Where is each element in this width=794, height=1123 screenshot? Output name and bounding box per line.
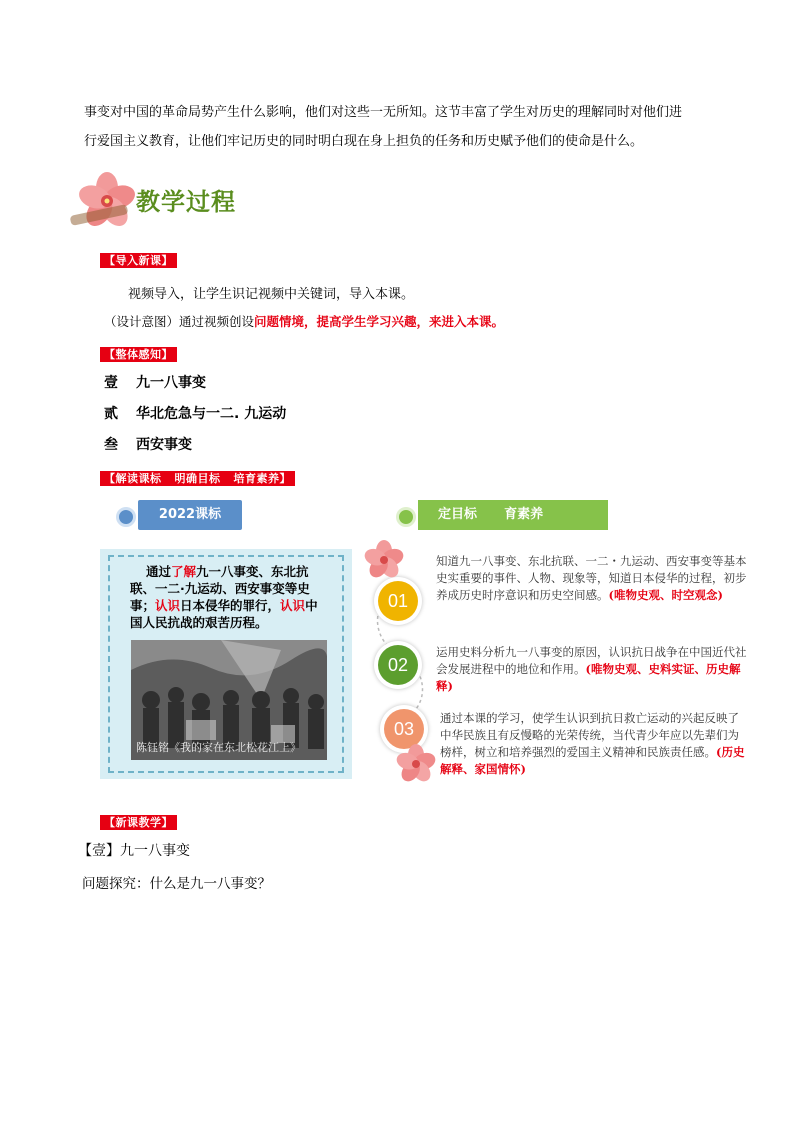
goal-number-2: 02	[378, 645, 418, 685]
goal-text: 通过本课的学习，使学生认识到抗日救亡运动的兴起反映了中华民族且有反慢略的光荣传统，当代青少年应以先辈们为榜样，树立和培养强烈的爱国主义精神和民族责任感。	[440, 711, 739, 759]
design-intent-prefix: （设计意图）通过视频创设	[104, 314, 255, 329]
overview-item-num: 贰	[104, 406, 118, 422]
goal-number-1: 01	[378, 581, 418, 621]
flower-icon	[362, 538, 406, 582]
standards-text-part: 九一八事变、东北抗联、一二·九运动、西安事变等史事；	[130, 564, 310, 613]
tag-overview	[100, 343, 177, 362]
tag-overview-label: 【整体感知】	[100, 347, 177, 362]
overview-item-num: 叁	[104, 437, 118, 453]
standards-text-part: 中国人民抗战的艰苦历程。	[130, 598, 318, 630]
intro-line-2: 行爱国主义教育，让他们牢记历史的同时明白现在身上担负的任务和历史赋予他们的使命是什么。	[84, 134, 644, 149]
pill-dot-icon	[116, 507, 136, 527]
design-intent-highlight: 问题情境，提高学生学习兴趣，来进入本课。	[254, 314, 505, 329]
goal-keywords: (历史解释、家国情怀)	[440, 745, 745, 776]
goal-text-1	[436, 553, 748, 604]
tag-new-lesson-label: 【新课教学】	[100, 815, 177, 830]
overview-item	[104, 372, 206, 392]
overview-item-text: 华北危急与一二. 九运动	[136, 406, 287, 422]
overview-item-num: 壹	[104, 375, 118, 391]
tag-standards-label: 【解读课标 明确目标 培育素养】	[100, 471, 295, 486]
standards-card	[100, 549, 352, 779]
pill-targets: 定目标 育素养	[418, 500, 608, 530]
standards-text-part: 日本侵华的罪行，	[180, 598, 281, 613]
standards-keyword: 认识	[155, 598, 181, 613]
painting-caption: 陈钰铭《我的家在东北松花江上》	[136, 741, 301, 754]
standards-keyword: 认识	[280, 598, 306, 613]
pill-dot-icon	[396, 507, 416, 527]
overview-item	[104, 403, 286, 423]
goal-text-2	[436, 644, 748, 695]
intro-paragraph	[84, 98, 724, 156]
goal-text: 运用史料分析九一八事变的原因，认识抗日战争在中国近代社会发展进程中的地位和作用。	[436, 645, 747, 676]
flower-icon	[394, 742, 438, 786]
overview-item-text: 西安事变	[136, 437, 192, 453]
intro-line-1: 事变对中国的革命局势产生什么影响，他们对这些一无所知。这节丰富了学生对历史的理解同时对他们进	[84, 105, 683, 120]
lesson-question: 问题探究：什么是九一八事变？	[82, 876, 271, 892]
overview-item-text: 九一八事变	[136, 375, 206, 391]
design-intent	[104, 312, 504, 330]
standards-keyword: 了解	[171, 564, 197, 579]
tag-new-lesson	[100, 811, 177, 830]
overview-item	[104, 434, 192, 454]
tag-lead-in-label: 【导入新课】	[100, 253, 177, 268]
goal-number-3: 03	[384, 709, 424, 749]
lesson-heading: 【壹】九一八事变	[78, 843, 190, 859]
goal-keywords: (唯物史观、时空观念)	[608, 588, 723, 602]
pill-standards-2022: 2022课标	[138, 500, 242, 530]
tag-standards	[100, 467, 295, 486]
section-title: 教学过程	[136, 188, 236, 216]
tag-lead-in	[100, 249, 177, 268]
goal-text-3	[440, 710, 748, 778]
standards-text-part: 通过	[146, 564, 172, 579]
standards-text	[130, 563, 326, 631]
goal-text: 知道九一八事变、东北抗联、一二・九运动、西安事变等基本史实重要的事件、人物、现象等，知道日本侵华的过程，初步养成历史时序意识和历史空间感。	[436, 554, 747, 602]
lead-in-text: 视频导入，让学生识记视频中关键词，导入本课。	[128, 287, 415, 302]
goal-keywords: (唯物史观、史料实证、历史解释)	[436, 662, 741, 693]
